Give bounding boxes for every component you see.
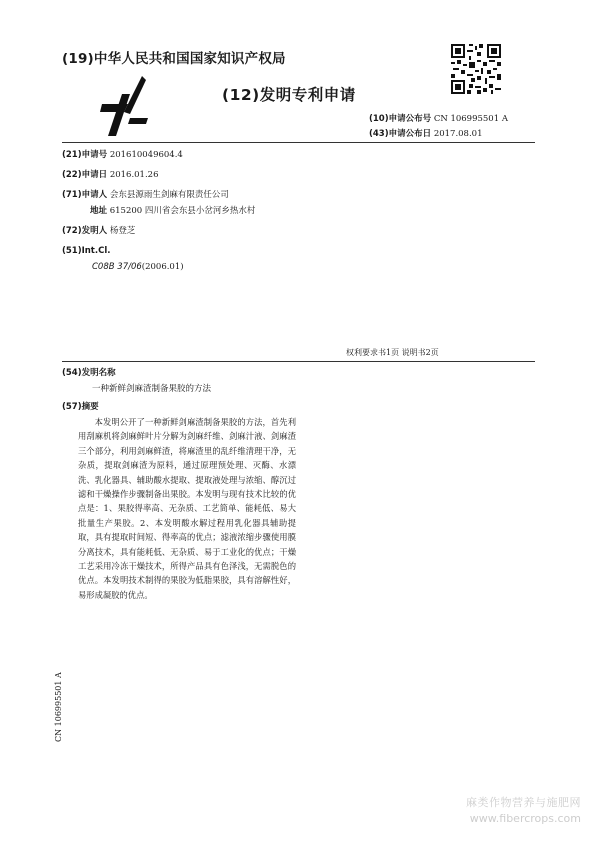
ipc-date: (2006.01) <box>141 262 184 272</box>
publication-number: CN 106995501 A <box>433 114 508 124</box>
inventor-row <box>62 224 135 236</box>
applicant-name: 会东县源雨生剑麻有限责任公司 <box>109 190 229 200</box>
side-publication-number: CN 106995501 A <box>54 672 63 742</box>
inventor-label: (72)发明人 <box>62 226 108 236</box>
invention-title-label: (54)发明名称 <box>62 368 116 378</box>
abstract-text: 本发明公开了一种新鲜剑麻渣制备果胶的方法，首先利用刮麻机将剑麻鲜叶片分解为剑麻纤维、剑麻汁液、剑麻渣三个部分，利用剑麻鲜渣，将麻渣里的乱纤维清理干净，无杂质，提取剑麻渣为原料，通过原理预处理、灭酶、水漂洗、乳化器具、辅助酸水提取、提取液处理与浓缩、醇沉过滤和干燥操作步骤制备出果胶。本发明与现有技术比较的优点是：1、果胶得率高、无杂质、工艺简单、能耗低、易大批量生产果胶。2、本发明酸水解过程用乳化器具辅助提取，具有提取时间短、得率高的优点；滤液浓缩步骤使用膜分离技术，具有能耗低、无杂质、易于工业化的优点；干燥工艺采用冷冻干燥技术，所得产品具有色泽浅，无需脱色的优点。本发明技术制得的果胶为低脂果胶，具有溶解性好，易形成凝胶的优点。 <box>78 417 296 600</box>
header-divider <box>62 142 535 143</box>
patent-office-name: (19)中华人民共和国国家知识产权局 <box>62 51 286 67</box>
watermark-url: www.fibercrops.com <box>469 812 581 825</box>
site-watermark <box>466 794 581 825</box>
address-row <box>90 204 255 216</box>
watermark-site-name: 麻类作物营养与施肥网 <box>466 796 581 809</box>
document-type-title: (12)发明专利申请 <box>222 86 356 104</box>
ipc-code: C08B 37/06 <box>92 262 142 272</box>
publication-date: 2017.08.01 <box>433 129 483 139</box>
applicant-label: (71)申请人 <box>62 190 108 200</box>
page-count-info: 权利要求书1页 说明书2页 <box>346 348 439 357</box>
invention-title-label-row <box>62 366 116 378</box>
ipc-label-row <box>62 246 111 256</box>
cnipa-logo-icon <box>100 74 150 138</box>
application-date-row <box>62 168 158 180</box>
application-date: 2016.01.26 <box>109 170 159 180</box>
publication-number-row <box>369 112 508 124</box>
application-number: 201610049604.4 <box>109 150 183 160</box>
address-value: 615200 四川省会东县小岔河乡热水村 <box>109 206 256 216</box>
section-divider <box>62 361 535 362</box>
ipc-classification <box>92 262 184 272</box>
publication-number-label: (10)申请公布号 <box>369 114 432 124</box>
applicant-row <box>62 188 229 200</box>
application-number-label: (21)申请号 <box>62 150 108 160</box>
application-number-row <box>62 148 183 160</box>
inventor-name: 杨登芝 <box>109 226 136 236</box>
invention-title: 一种新鲜剑麻渣制备果胶的方法 <box>92 384 212 394</box>
publication-date-row <box>369 127 482 139</box>
abstract-label-row <box>62 400 99 412</box>
ipc-label: (51)Int.Cl. <box>62 246 111 256</box>
address-label: 地址 <box>90 206 108 216</box>
qr-code-icon <box>451 44 501 94</box>
publication-date-label: (43)申请公布日 <box>369 129 432 139</box>
abstract-label: (57)摘要 <box>62 402 99 412</box>
application-date-label: (22)申请日 <box>62 170 108 180</box>
